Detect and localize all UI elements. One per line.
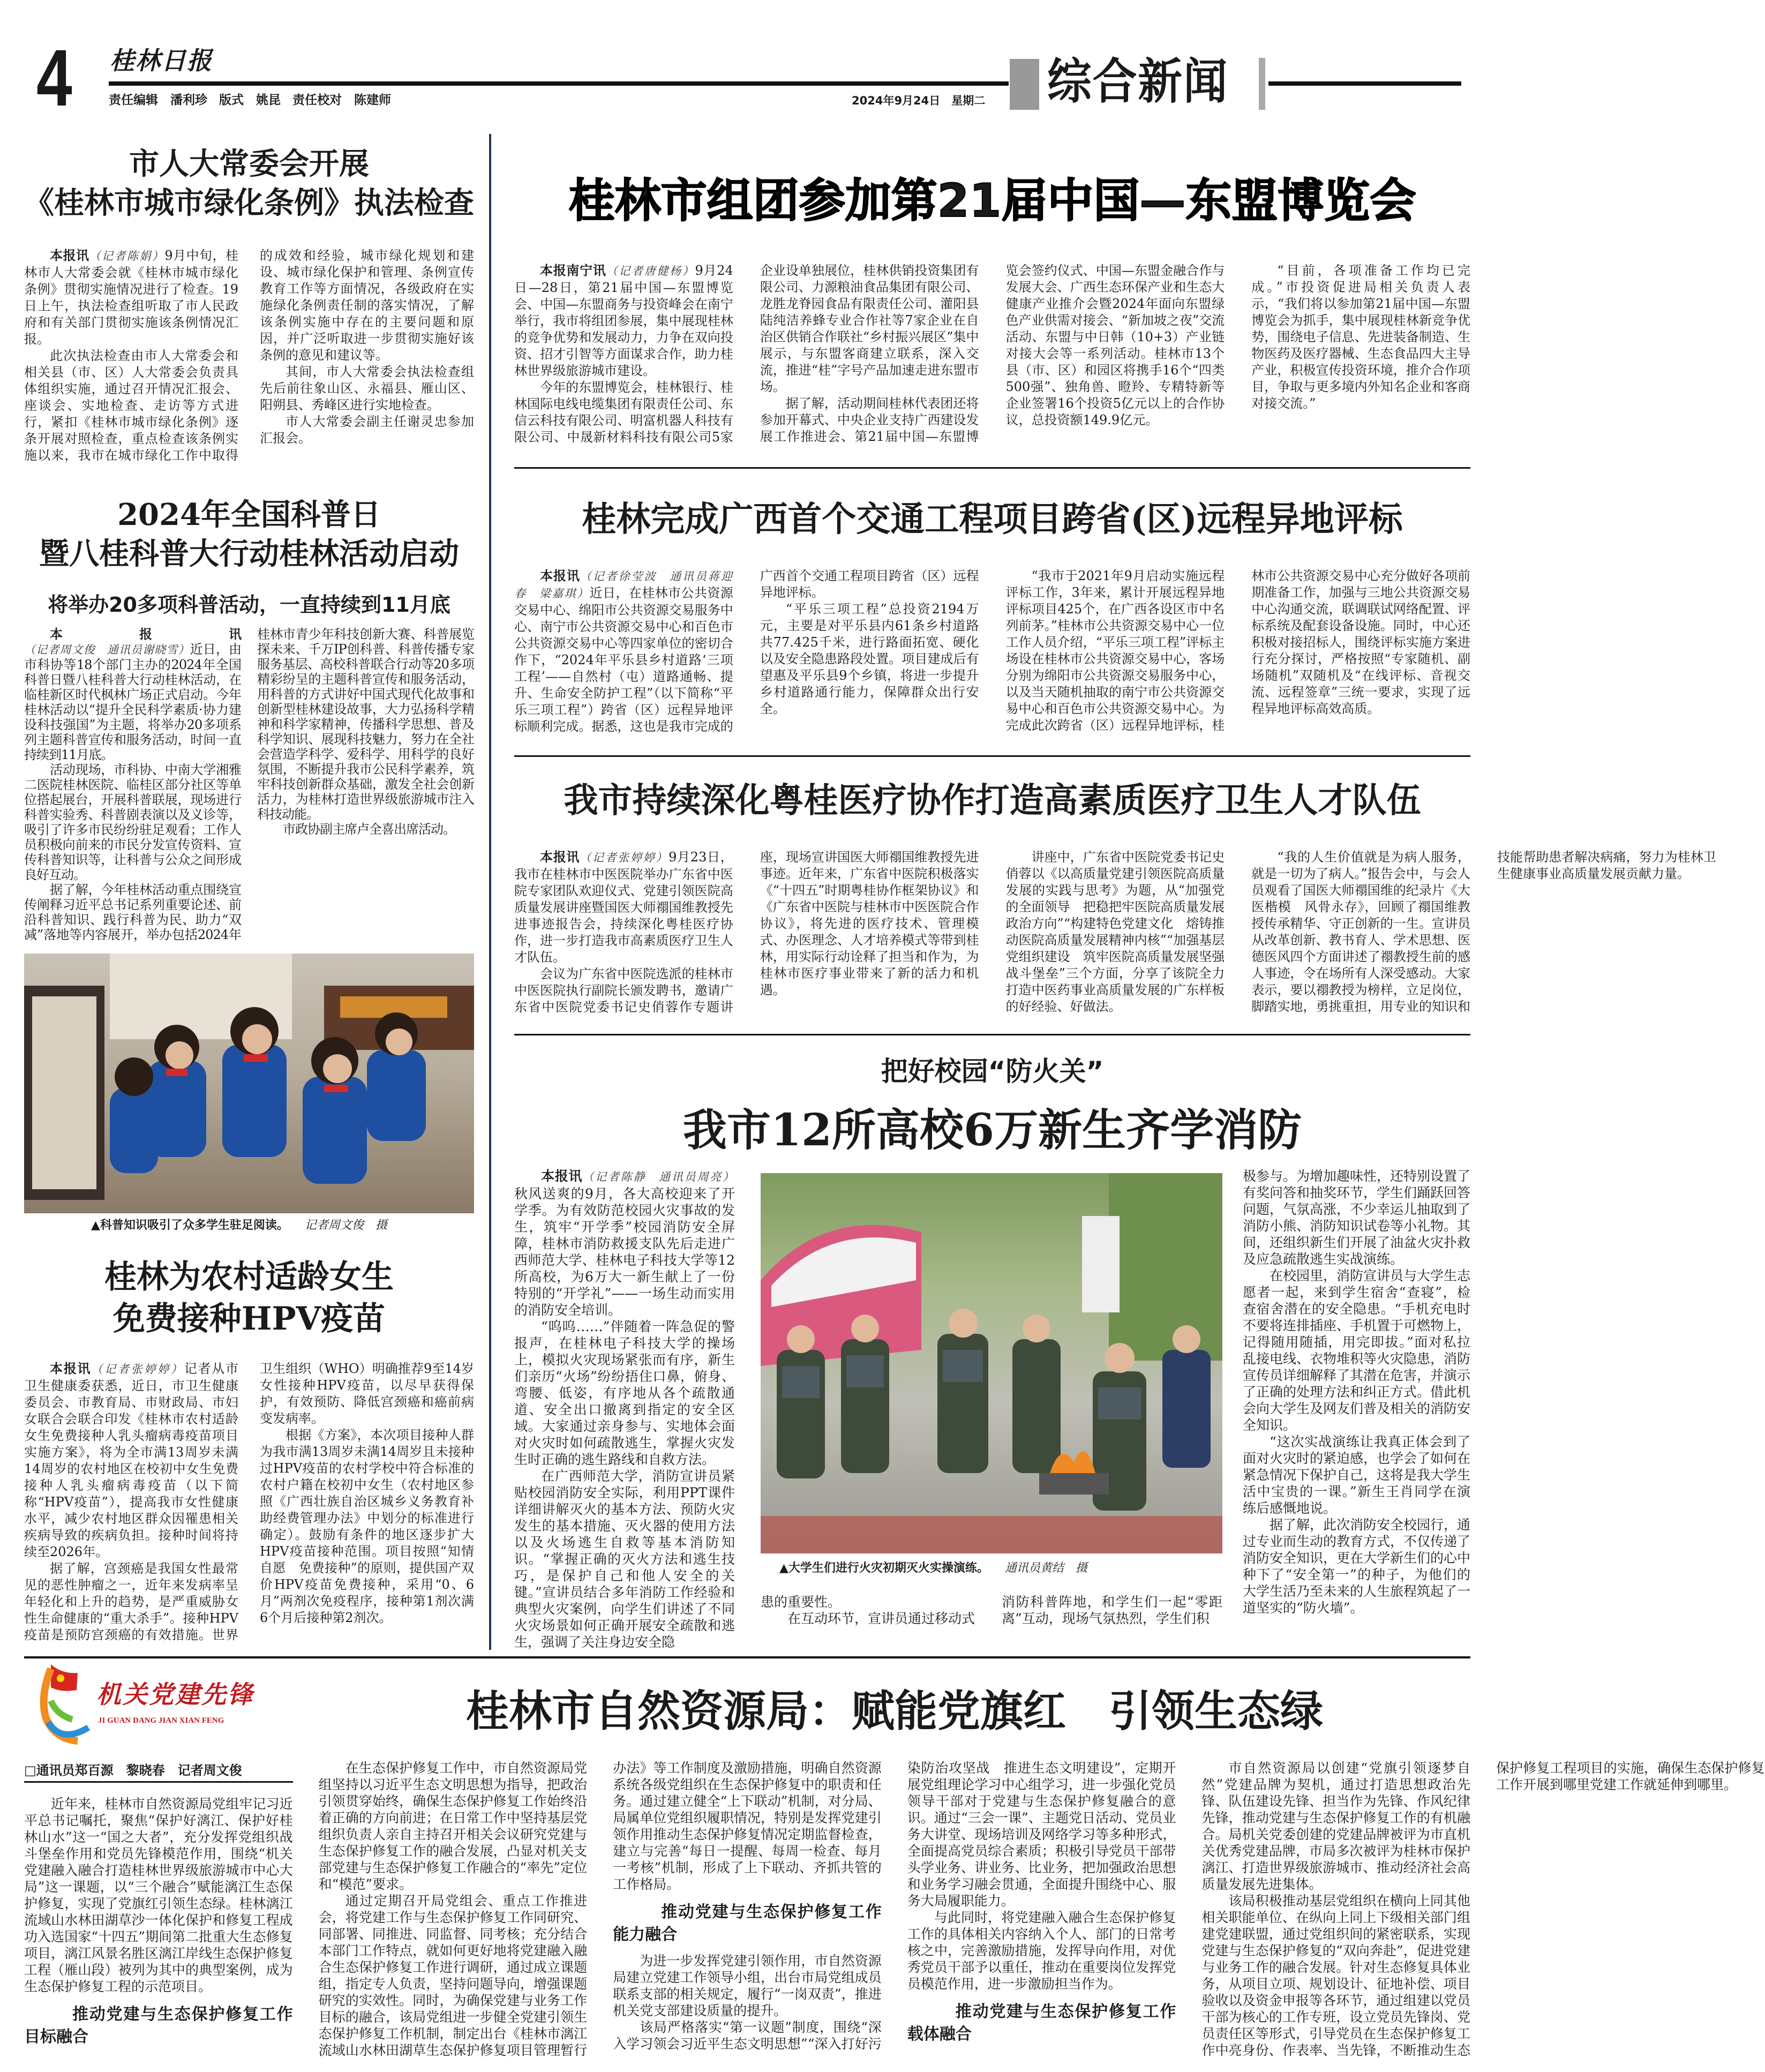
article-body xyxy=(514,262,1470,458)
byline: （记者陈娟） xyxy=(89,250,165,262)
paragraph: “呜呜……”伴随着一阵急促的警报声，在桂林电子科技大学的操场上，模拟火灾现场紧张而有序，新生们亲历“火场”纷纷捂住口鼻，俯身、弯腰、低姿，有序地从各个疏散通道、安全出口撤离到指定的安全区域。大家通过亲身参与、实地体会面对火灾时如何疏散逃生，掌握火灾发生时正确的逃生路线和自救方法。 xyxy=(514,1319,735,1467)
article-rule xyxy=(514,755,1470,757)
photo-credit: 记者周文俊 摄 xyxy=(304,1219,387,1232)
paragraph: 该局积极推动基层党组织在横向上同其他相关职能单位、在纵向上同上下级相关部门组建党建联盟，通过党组织间的紧密联系，实现党建与生态保护修复的“双向奔赴”，促进党建与业务工作的融合发展。针对生态修复具体业务，从项目立项、规划设计、征地补偿、项目验收以及资金申报等各环节，通过组建以党员干部为核心的工作专班，设立党员先锋岗、党员责任区等形式，引导党员在生态保护修复工作中亮身份、作表率、当先锋，不断推动生态保护修复工程项目的实施，确保生态保护修复工作开展到哪里党建工作就延伸到哪里。 xyxy=(1201,1760,1765,2058)
photo-students-reading xyxy=(24,954,474,1213)
paragraph: 近日，在桂林市公共资源交易中心、绵阳市公共资源交易服务中心、南宁市公共资源交易中心和百色市公共资源交易中心等四家单位的密切合作下，“2024年平乐县乡村道路‘三项工程’——自然村（屯）道路通畅、提升、生命安全防护工程”（以下简称“平乐三项工程”）跨省（区）远程异地评标顺利完成。据悉，这也是我市完成的广西首个交通工程项目跨省（区）远程异地评标。 xyxy=(514,568,979,734)
paragraph: 通过定期召开局党组会、重点工作推进会，将党建工作与生态保护修复工作同研究、同部署、同推进、同监督、同考核；充分结合本部门工作特点，就如何更好地将党建融入融合生态保护修复工作进行调研，通过成立课题组，指定专人负责，坚持问题导向，增强课题研究的实效性。同时，为确保党建与业务工作目标的融合，该局党组进一步健全党建引领生态保护修复工作机制，制定出台《桂林市漓江流域山水林田湖草生态保护修复项目管理暂行办法》等工作制度及激励措施，明确自然资源系统各级党组织在生态保护修复中的职责和任务。通过建立健全“上下联动”机制，对分局、局属单位党组织履职情况，特别是发挥党建引领作用推动生态保护修复情况定期监督检查，建立与完善“每日一提醒、每周一检查、每月一考核”机制，形成了上下联动、齐抓共管的工作格局。 xyxy=(318,1760,882,2058)
editor-credit: 责任校对 陈建师 xyxy=(292,93,392,107)
paragraph: 秋风送爽的9月，各大高校迎来了开学季。为有效防范校园火灾事故的发生，筑牢“开学季”校园消防安全屏障，桂林市消防救援支队先后走进广西师范大学、桂林电子科技大学等12所高校，为6万大一新生献上了一份特别的“开学礼”——一场生动而实用的消防安全培训。 xyxy=(514,1186,735,1318)
feature-headline: 桂林市自然资源局：赋能党旗红 引领生态绿 xyxy=(466,1686,1323,1736)
column-divider xyxy=(489,134,491,1650)
article-headline: 我市12所高校6万新生齐学消防 xyxy=(682,1105,1302,1156)
party-building-logo xyxy=(29,1663,297,1744)
article-title xyxy=(24,1256,474,1340)
article-title xyxy=(24,496,474,574)
section-title: 综合新闻 xyxy=(1047,54,1229,110)
logo-pinyin: JI GUAN DANG JIAN XIAN FENG xyxy=(98,1716,224,1725)
paragraph: 市政协副主席卢全喜出席活动。 xyxy=(283,822,455,837)
section-rule xyxy=(24,1656,1470,1658)
dateline: 本报讯 xyxy=(50,1361,92,1376)
paragraph: 近年来，桂林市自然资源局党组牢记习近平总书记嘱托，聚焦“保护好漓江、保护好桂林山水”这一“国之大者”，充分发挥党组织战斗堡垒作用和党员先锋模范作用，围绕“机关党建融入融合打造桂林世界级旅游城市中心大局”这一课题，以“三个融合”赋能漓江生态保护修复，实现了党旗红引领生态绿。桂林漓江流域山水林田湖草沙一体化保护和修复工程成功入选国家“十四五”期间第二批重大生态修复项目，漓江风景名胜区漓江岸线生态保护修复工程（雁山段）被列为其中的典型案例，成为生态保护修复工程的示范项目。 xyxy=(24,1796,293,1994)
subheading: 推动党建与生态保护修复工作载体融合 xyxy=(907,2002,1176,2044)
feature-body xyxy=(24,1760,1765,2065)
paragraph: 患的重要性。 xyxy=(761,1594,842,1610)
paragraph: 该局严格落实“第一议题”制度，围绕“深入学习领会习近平生态文明思想”“深入打好污染防治攻坚战 推进生态文明建设”，定期开展党组理论学习中心组学习，进一步强化党员领导干部对于党建与生态保护修复融合的意识。通过“三会一课”、主题党日活动、党员业务大讲堂、现场培训及网络学习等多种形式，全面提高党员综合素质；积极引导党员干部带头学业务、讲业务、比业务，把加强政治思想和业务学习融会贯通，全面提升围绕中心、服务大局履职能力。 xyxy=(613,1760,1176,2052)
paragraph: 据了解，活动期间桂林代表团还将参加开幕式、中央企业支持广西建设发展工作推进会、第21届中国—东盟博览会签约仪式、中国—东盟金融合作与发展大会、广西生态环保产业和生态大健康产业推介会暨2024年面向东盟绿色产业供需对接会、“新加坡之夜”交流活动、东盟与中日韩（10+3）产业链对接大会等一系列活动。桂林市13个县（市、区）和园区将携手16个“四类500强”、独角兽、瞪羚、专精特新等企业签署16个投资5亿元以上的合作协议，总投资额149.9亿元。 xyxy=(760,263,1225,444)
title-line: 免费接种HPV疫苗 xyxy=(112,1300,386,1338)
article-body xyxy=(24,627,474,952)
paragraph: 9月23日，我市在桂林市中医医院举办广东省中医院专家团队欢迎仪式、党建引领医院高质量发展讲座暨国医大师禤国维教授先进事迹报告会，持续深化粤桂医疗协作，进一步打造我市高素质医疗卫生人才队伍。 xyxy=(514,850,733,965)
paragraph: 在广西师范大学，消防宣讲员紧贴校园消防安全实际，利用PPT课件详细讲解灭火的基本方法、预防火灾发生的基本措施、灭火器的使用方法以及火场逃生自救等基本消防知识。“掌握正确的灭火方法和逃生技巧，是保护自己和他人安全的关键。”宣讲员结合多年消防工作经验和典型火灾案例，向学生们讲述了不同火灾场景如何正确开展安全疏散和逃生，强调了关注身边安全隐 xyxy=(514,1468,735,1650)
byline: （记者徐莹波 通讯员蒋迎春 梁嘉琪） xyxy=(514,570,733,600)
title-line: 《桂林市城市绿化条例》执法检查 xyxy=(24,185,474,221)
title-line: 市人大常委会开展 xyxy=(129,146,369,182)
logo-text: 机关党建先锋 xyxy=(96,1680,254,1709)
article-body xyxy=(24,1361,474,1650)
paragraph: 在互动环节，宣讲员通过移动式 xyxy=(787,1611,975,1626)
editor-credit: 版式 姚昆 xyxy=(219,93,281,107)
paragraph: “我的人生价值就是为病人服务，就是一切为了病人。”报告会中，与会人员观看了国医大师禤国维的纪录片《大医楷模 风骨永存》，回顾了禤国维教授传承精华、守正创新的一生。宣讲员从改革创新、教书育人、学术思想、医德医风四个方面讲述了禤教授生前的感人事迹，令在场所有人深受感动。大家表示，要以禤教授为榜样，立足岗位，脚踏实地，勇挑重担，用专业的知识和技能帮助患者解决病痛，努力为桂林卫生健康事业高质量发展贡献力量。 xyxy=(1251,850,1716,1014)
newspaper-logo: 桂林日报 xyxy=(110,46,213,75)
byline: （记者周文俊 通讯员谢晓雪） xyxy=(24,643,190,656)
article-body xyxy=(514,849,1716,1026)
editor-credit: 责任编辑 潘利珍 xyxy=(109,93,207,107)
article-kicker: 把好校园“防火关” xyxy=(881,1056,1104,1087)
paragraph: 据了解，此次消防安全校园行，通过专业而生动的教育方式，不仅传递了消防安全知识，更在大学新生们的心中种下了“安全第一”的种子，为他们的大学生活乃至未来的人生旅程筑起了一道坚实的“防火墙”。 xyxy=(1243,1517,1471,1616)
paragraph: “平乐三项工程”总投资2194万元，主要是对平乐县内61条乡村道路共77.425千米，进行路面拓宽、硬化以及安全隐患路段处置。项目建成后有望惠及平乐县9个乡镇，将进一步提升乡村道路通行能力，保障群众出行安全。 xyxy=(760,602,979,716)
subheading: 推动党建与生态保护修复工作能力融合 xyxy=(613,1903,882,1944)
title-line: 暨八桂科普大行动桂林活动启动 xyxy=(39,536,459,572)
paragraph: 今年的东盟博览会，桂林银行、桂林国际电线电缆集团有限责任公司、东信云科技有限公司、明富机器人科技有限公司、中晟新材料科技有限公司5家企业设单独展位，桂林供销投资集团有限公司、力源粮油食品集团有限公司、龙胜龙脊园食品有限责任公司、灌阳县陆纯洁养蜂专业合作社等7家企业在自治区供销合作联社“乡村振兴展区”集中展示，与东盟客商建立联系，深入交流，推进“桂”字号产品加速走进东盟市场。 xyxy=(514,263,979,445)
paragraph: 市自然资源局以创建“党旗引领逐梦自然”党建品牌为契机，通过打造思想政治先锋、队伍建设先锋、担当作为先锋、作风纪律先锋，推动党建与生态保护修复工作的有机融合。局机关党委创建的党建品牌被评为市直机关优秀党建品牌，市局多次被评为桂林市保护漓江、打造世界级旅游城市、推动经济社会高质量发展先进集体。 xyxy=(1201,1760,1470,1892)
title-line: 2024年全国科普日 xyxy=(117,497,381,532)
paragraph: 在生态保护修复工作中，市自然资源局党组坚持以习近平生态文明思想为指导，把政治引领贯穿始终，确保生态保护修复工作始终沿着正确的方向前进；在日常工作中坚持基层党组织负责人亲自主持召开相关会议研究党建与生态保护修复工作的融合发展，凸显对机关支部党建与生态保护修复工作融合的“率先”定位和“模范”要求。 xyxy=(318,1760,588,1892)
editors-line xyxy=(109,94,399,107)
paragraph: “目前，各项准备工作均已完成。”市投资促进局相关负责人表示，“我们将以参加第21届中国—东盟博览会为抓手，集中展现桂林新竞争优势，围绕电子信息、先进装备制造、生物医药及医疗器械、生态食品四大主导产业，积极宣传投资环境，推介合作项目，争取与更多境内外知名企业和客商对接交流。” xyxy=(1251,263,1470,411)
dateline: 本报讯 xyxy=(540,568,580,583)
flag-icon xyxy=(29,1663,104,1744)
caption-text: ▲科普知识吸引了众多学生驻足阅读。 xyxy=(91,1219,289,1232)
subheading: 推动党建与生态保护修复工作目标融合 xyxy=(24,2005,293,2046)
article-title xyxy=(24,145,474,223)
caption-text: ▲大学生们进行火灾初期灭火实操演练。 xyxy=(779,1561,989,1575)
article-body-col3 xyxy=(1002,1594,1222,1647)
article-subtitle: 将举办20多项科普活动，一直持续到11月底 xyxy=(48,593,450,617)
photo-caption xyxy=(779,1561,1087,1575)
article-body xyxy=(24,247,474,470)
article-headline: 我市持续深化粤桂医疗协作打造高素质医疗卫生人才队伍 xyxy=(564,780,1421,821)
paragraph: “这次实战演练让我真正体会到了面对火灾时的紧迫感，也学会了如何在紧急情况下保护自己，这将是我大学生活中宝贵的一课。”新生王肖同学在演练后感慨地说。 xyxy=(1243,1434,1471,1516)
photo-fire-drill xyxy=(761,1173,1222,1553)
byline: □通讯员郑百源 黎晓春 记者周文俊 xyxy=(24,1760,293,1783)
paragraph: 讲座中，广东省中医院党委书记史俏蓉以《以高质量党建引领医院高质量发展的实践与思考》为题，从“加强党的全面领导 把稳把牢医院高质量发展政治方向”“构建特色党建文化 熔铸推动医院高质量发展精神内核”“加强基层党组织建设 筑牢医院高质量发展坚强战斗堡垒”三个方面，分享了该院全力打造中医药事业高质量发展的广东样板的好经验、好做法。 xyxy=(1005,850,1225,1014)
paragraph: 会议为广东省中医院选派的桂林市中医医院执行副院长颁发聘书，邀请广东省中医院党委书记史俏蓉作专题讲座，现场宣讲国医大师禤国维教授先进事迹。近年来，广东省中医院积极落实《“十四五”时期粤桂协作框架协议》和《广东省中医院与桂林市中医医院合作协议》，将先进的医疗技术、管理模式、办医理念、人才培养模式等带到桂林，用实际行动诠释了担当和作为，为桂林市医疗事业带来了新的活力和机遇。 xyxy=(514,850,979,1015)
photo-caption xyxy=(91,1219,387,1233)
paragraph: 据了解，今年桂林活动重点围绕宣传阐释习近平总书记系列重要论述、前沿科普知识、践行科普为民、助力“双减”落地等内容展开，举办包括2024年桂林市青少年科技创新大赛、科普展览探未来、千万IP创科普、科普传播专家服务基层、高校科普联合行动等20多项精彩纷呈的主题科普宣传和服务活动，用科普的方式讲好中国式现代化故事和创新型桂林建设故事，大力弘扬科学精神和科学家精神，传播科学思想、普及科学知识、展现科技魅力，努力在全社会营造学科学、爱科学、用科学的良好氛围，不断提升我市公民科学素养，筑牢科技创新群众基础，激发全社会创新活力，为桂林打造世界级旅游城市注入科技动能。 xyxy=(24,627,474,942)
page-number: 4 xyxy=(36,33,72,123)
paragraph: 9月中旬，桂林市人大常委会就《桂林市城市绿化条例》贯彻实施情况进行了检查。19日上午，执法检查组听取了市人民政府和有关部门贯彻实施该条例情况汇报。 xyxy=(24,248,239,347)
article-rule xyxy=(514,467,1470,469)
byline: （记者陈静 通讯员周亮） xyxy=(582,1170,735,1183)
article-body-col1 xyxy=(514,1168,735,1650)
paragraph: 根据《方案》，本次项目接种人群为我市满13周岁未满14周岁且未接种过HPV疫苗的农村学校中符合标准的农村户籍在校初中女生（农村地区参照《广西壮族自治区城乡义务教育补助经费管理办法》中划分的标准进行确定）。鼓励有条件的地区逐步扩大HPV疫苗接种范围。项目按照“知情自愿 免费接种”的原则，提供国产双价HPV疫苗免费接种，采用“0、6月”两剂次免疫程序，接种第1剂次满6个月后接种第2剂次。 xyxy=(260,1428,474,1625)
paragraph: 据了解，宫颈癌是我国女性最常见的恶性肿瘤之一，近年来发病率呈年轻化和上升的趋势，是严重威胁女性生命健康的“重大杀手”。接种HPV疫苗是预防宫颈癌的有效措施。世界卫生组织（WHO）明确推荐9至14岁女性接种HPV疫苗，以尽早获得保护，有效预防、降低宫颈癌和癌前病变发病率。 xyxy=(24,1361,474,1642)
dateline: 本报讯 xyxy=(541,1168,583,1184)
dateline: 本报讯 xyxy=(50,248,89,263)
article-headline: 桂林完成广西首个交通工程项目跨省(区)远程异地评标 xyxy=(582,499,1403,539)
paragraph: 9月24日—28日，第21届中国—东盟博览会、中国—东盟商务与投资峰会在南宁举行，我市将组团参展，集中展现桂林的竞争优势和发展动力，力争在双向投资、招才引智等方面谋求合作，助力桂林世界级旅游城市建设。 xyxy=(514,263,733,378)
paragraph: 此次执法检查由市人大常委会和相关县（市、区）人大常委会负责具体组织实施，通过召开情况汇报会、座谈会、实地检查、走访等方式进行，紧扣《桂林市城市绿化条例》逐条开展对照检查，重点检查该条例实施以来，我市在城市绿化工作中取得的成效和经验，城市绿化规划和建设、城市绿化保护和管理、条例宣传教育工作等方面情况，各级政府在实施绿化条例责任制的落实情况，了解该条例实施中存在的主要问题和原因，并广泛听取进一步贯彻实施好该条例的意见和建议等。 xyxy=(24,248,474,463)
lead-headline: 桂林市组团参加第21届中国—东盟博览会 xyxy=(568,174,1416,228)
byline: （记者张婷婷） xyxy=(580,851,669,864)
dateline: 本报南宁讯 xyxy=(540,263,606,278)
paragraph: 为进一步发挥党建引领作用，市自然资源局建立党建工作领导小组，出台市局党组成员联系支部的相关规定，履行“一岗双责”，推进机关党支部建设质量的提升。 xyxy=(613,1953,882,2018)
paragraph: 其间，市人大常委会执法检查组先后前往象山区、永福县、雁山区、阳朔县、秀峰区进行实地检查。 xyxy=(260,364,474,412)
paragraph: “我市于2021年9月启动实施远程评标工作，3年来，累计开展远程异地评标项目425个，在广西各设区市中名列前茅。”桂林市公共资源交易中心一位工作人员介绍，“平乐三项工程”评标主场设在桂林市公共资源交易中心，客场分别为绵阳市公共资源交易服务中心，以及当天随机抽取的南宁市公共资源交易中心和百色市公共资源交易中心。为完成此次跨省（区）远程异地评标，桂林市公共资源交易中心充分做好各项前期准备工作，加强与三地公共资源交易中心沟通交流，联调联试网络配置、评标系统及配套设备设施。同时，中心还积极对接招标人，围绕评标实施方案进行充分探讨，严格按照“专家随机、副场随机”双随机及“在线评标、音视交流、远程签章”三统一要求，实现了远程异地评标高效高质。 xyxy=(1005,568,1470,733)
paragraph: 近日，由市科协等18个部门主办的2024年全国科普日暨八桂科普大行动桂林活动，在临桂新区时代枫林广场正式启动。今年桂林活动以“提升全民科学素质·协力建设科技强国”为主题，将举办20多项系列主题科普宣传和服务活动，时间一直持续到11月底。 xyxy=(24,642,242,762)
issue-date: 2024年9月24日 星期二 xyxy=(852,94,986,107)
paragraph: 极参与。为增加趣味性，还特别设置了有奖问答和抽奖环节，学生们踊跃回答问题，气氛高涨，不少幸运儿抽取到了消防小熊、消防知识试卷等小礼物。其间，还组织新生们开展了油盆火灾扑救及应急疏散逃生实战演练。 xyxy=(1243,1168,1471,1267)
paragraph: 活动现场，市科协、中南大学湘雅二医院桂林医院、临桂区部分社区等单位搭起展台，开展科普联展，现场进行科普实验秀、科普剧表演以及义诊等，吸引了许多市民纷纷驻足观看；工作人员积极向前来的市民分发宣传资料、宣传科普知识等，让科普与公众之间形成良好互动。 xyxy=(24,762,241,882)
article-rule xyxy=(514,1034,1470,1035)
paragraph: 消防科普阵地，和学生们一起“零距离”互动，现场气氛热烈，学生们积 xyxy=(1002,1594,1222,1626)
section-bar xyxy=(1259,58,1265,110)
dateline: 本报讯 xyxy=(50,627,241,642)
article-body-col4 xyxy=(1243,1168,1470,1650)
section-bar xyxy=(1010,59,1039,110)
paragraph: 记者从市卫生健康委获悉，近日，市卫生健康委员会、市教育局、市财政局、市妇女联合会联合印发《桂林市农村适龄女生免费接种人乳头瘤病毒疫苗项目实施方案》，将为全市满13周岁未满14周岁的农村地区在校初中女生免费接种人乳头瘤病毒疫苗（以下简称“HPV疫苗”），提高我市女性健康水平，减少农村地区群众因罹患相关疾病导致的疾病负担。接种时间将持续至2026年。 xyxy=(24,1361,239,1559)
byline: （记者张婷婷） xyxy=(91,1363,184,1376)
byline: （记者唐健杨） xyxy=(606,265,695,277)
article-body xyxy=(514,568,1470,745)
photo-credit: 通讯员黄结 摄 xyxy=(1004,1561,1087,1575)
article-body-col2 xyxy=(761,1594,975,1647)
header-rule xyxy=(109,81,1009,86)
header-rule xyxy=(1268,81,1461,86)
paragraph: 在校园里，消防宣讲员与大学生志愿者一起，来到学生宿舍“查寝”，检查宿舍潜在的安全隐患。“手机充电时不要将连排插座、手机置于可燃物上，记得随用随插，用完即拔。”面对私拉乱接电线、衣物堆积等火灾隐患，消防宣传员详细解释了其潜在危害，并演示了正确的处理方法和纠正方式。借此机会向大学生及网友们普及相关的消防安全知识。 xyxy=(1243,1268,1471,1433)
dateline: 本报讯 xyxy=(540,850,580,865)
paragraph: 市人大常委会副主任谢灵忠参加汇报会。 xyxy=(260,414,474,446)
paragraph: 与此同时，将党建融入融合生态保护修复工作的具体相关内容纳入个人、部门的日常考核之中，完善激励措施，发挥导向作用，对优秀党员干部予以重任，推动在重要岗位发挥党员模范作用，进一步激励担当作为。 xyxy=(907,1910,1176,1992)
title-line: 桂林为农村适龄女生 xyxy=(104,1258,394,1296)
